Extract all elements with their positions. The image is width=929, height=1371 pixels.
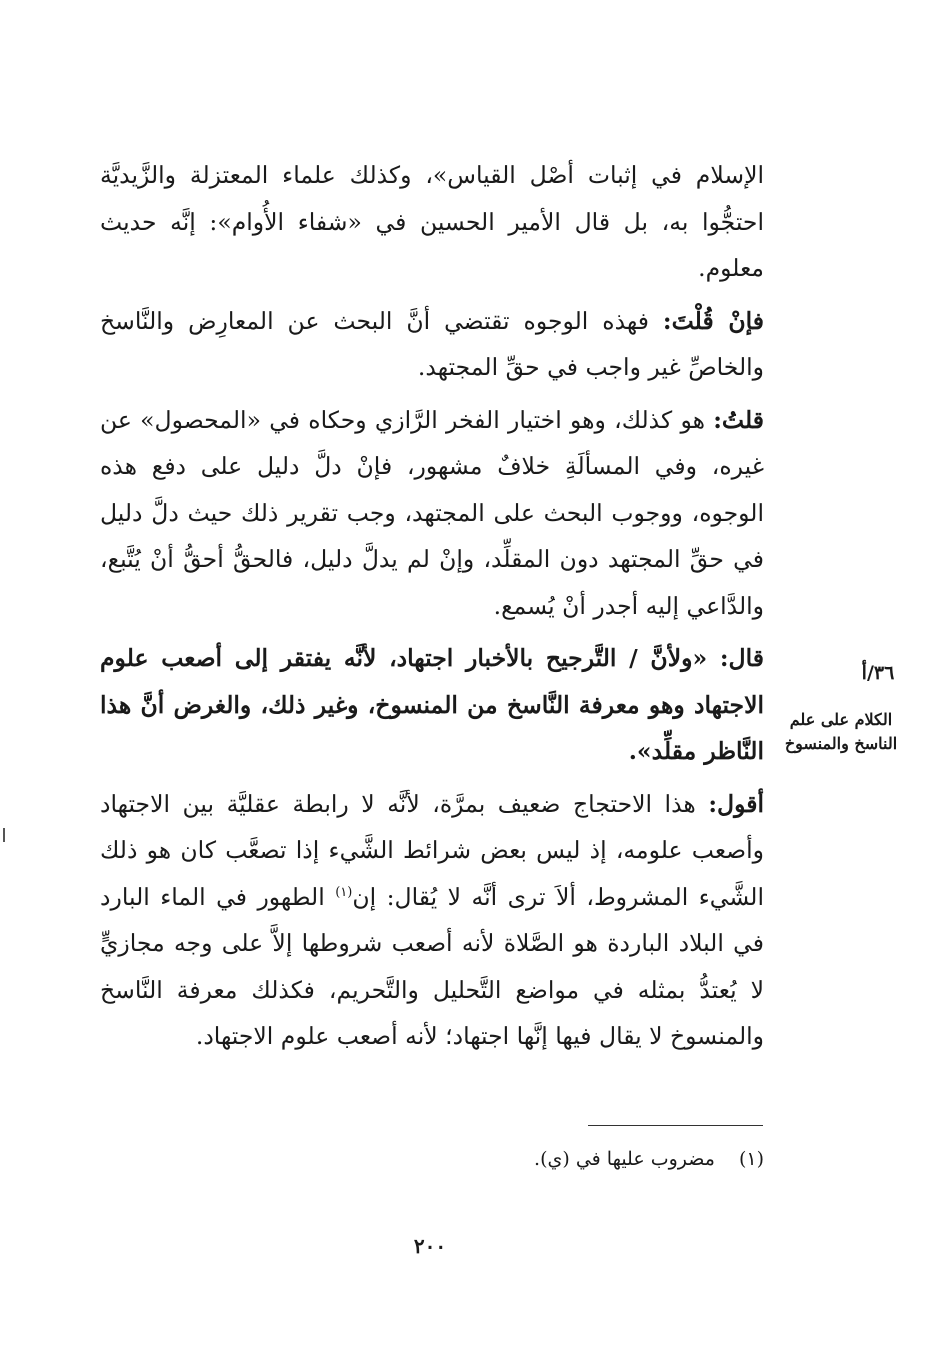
footnote-reference: (١) [335, 884, 353, 900]
paragraph-3 [100, 397, 764, 630]
paragraph-1-text: الإسلام في إثبات أصْل القياس»، وكذلك علماء المعتزلة والزَّيديَّة احتجُّوا به، بل قال الأمير الحسين في «شفاء الأُوام»: إنَّه حديث معلوم. [100, 161, 764, 282]
paragraph-2-lead: فإنْ قُلْتَ: [662, 306, 764, 335]
scan-edge-mark [3, 828, 5, 842]
paragraph-5 [100, 781, 764, 1060]
paragraph-5-lead: أقول: [708, 789, 764, 818]
margin-folio-marker: ٣٦/أ [861, 662, 895, 684]
footnote-separator [588, 1125, 763, 1126]
paragraph-4-quote: «ولأنَّ / التَّرجيح بالأخبار اجتهاد، لأنَّه يفتقر إلى أصعب علوم الاجتهاد وهو معرفة النَّاسخ من المنسوخ، وغير ذلك، والغرض أنَّ هذا النَّاظر مقلِّد». [100, 644, 764, 765]
paragraph-1 [100, 152, 764, 292]
footnote-number: (١) [738, 1148, 764, 1170]
paragraph-2 [100, 298, 764, 391]
paragraph-4 [100, 635, 764, 775]
page-number: ٢٠٠ [413, 1234, 447, 1258]
footnote [300, 1148, 764, 1170]
paragraph-4-lead: قال: [719, 644, 764, 672]
main-text [100, 152, 764, 1066]
paragraph-2-text: فهذه الوجوه تقتضي أنَّ البحث عن المعارِض والنَّاسخ والخاصِّ غير واجب في حقِّ المجتهد. [100, 306, 764, 381]
paragraph-5-text-before: هذا الاحتجاج ضعيف بمرَّة، لأنَّه لا رابطة عقليَّة بين الاجتهاد وأصعب علومه، إذ ليس بعض شرائط الشَّيء إذا تصعَّب كان هو ذلك الشَّيء المشروط، ألاَ ترى أنَّه لا يُقال: إن [100, 789, 764, 911]
paragraph-5-text-after: الطهور في الماء البارد في البلاد الباردة هو الصَّلاة لأنه أصعب شروطها إلاَّ على وجه مجازيٍّ لا يُعتدُّ بمثله في مواضع التَّحليل والتَّحريم، فكذلك معرفة النَّاسخ والمنسوخ لا يقال فيها إنَّها اجتهاد؛ لأنه أصعب علوم الاجتهاد. [100, 882, 764, 1050]
footnote-text: مضروب عليها في (ي). [534, 1148, 715, 1170]
paragraph-3-lead: قلتُ: [713, 405, 764, 434]
margin-heading: الكلام على علم الناسخ والمنسوخ [784, 710, 898, 753]
paragraph-3-text: هو كذلك، وهو اختيار الفخر الرَّازي وحكاه في «المحصول» عن غيره، وفي المسألَةِ خلافٌ مشهور، فإنْ دلَّ دليل على دفع هذه الوجوه، ووجوب البحث على المجتهد، وجب تقرير ذلك حيث دلَّ دليل في حقِّ المجتهد دون المقلِّد، وإنْ لم يدلَّ دليل، فالحقُّ أحقُّ أنْ يُتَّبع، والدَّاعي إليه أجدر أنْ يُسمع. [100, 405, 764, 620]
